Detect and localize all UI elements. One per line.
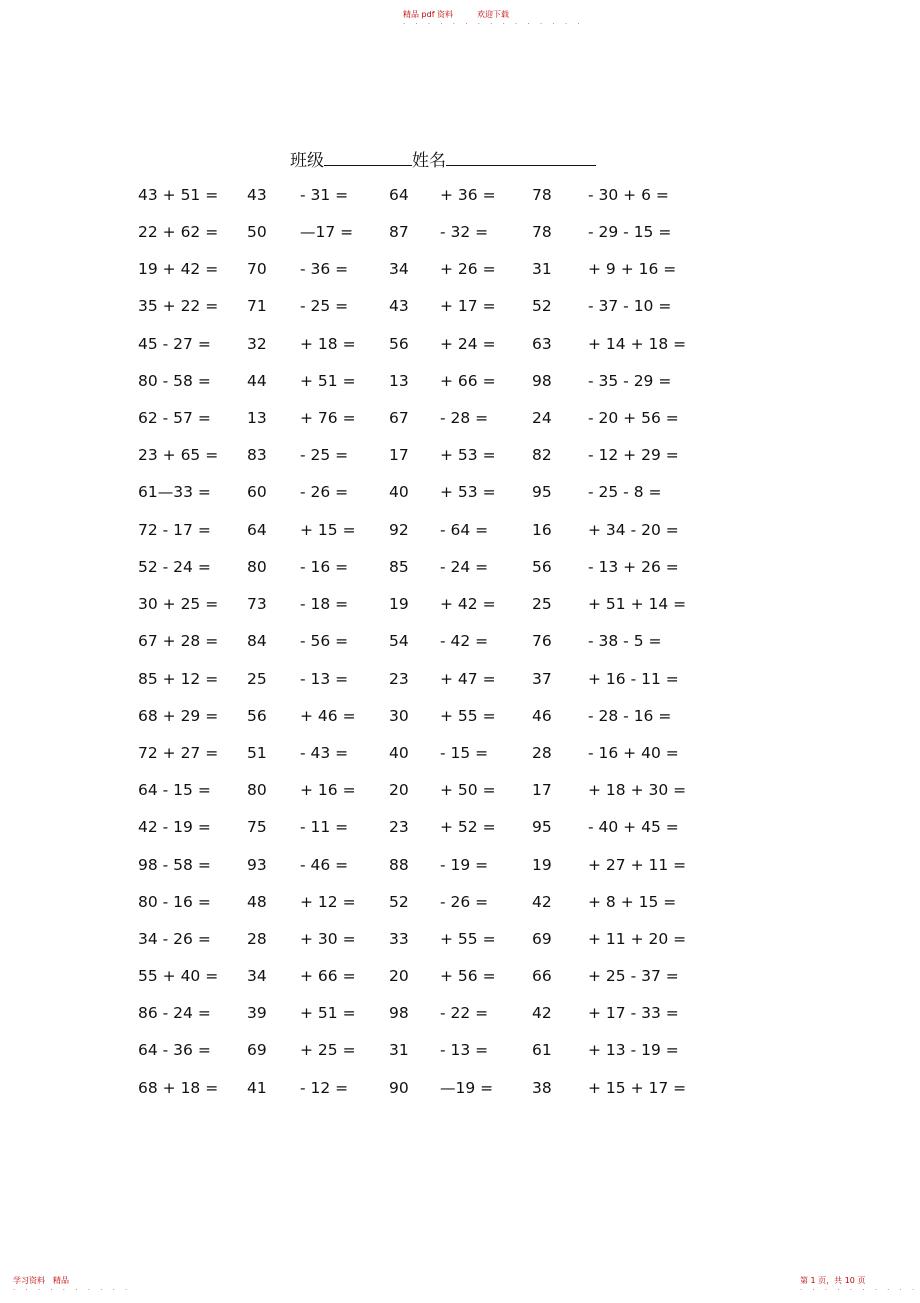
expression-b: —17 = <box>300 223 354 241</box>
expression-a: 42 - 19 = <box>138 818 211 836</box>
expression-c: —19 = <box>440 1079 494 1097</box>
expression-c: + 24 = <box>440 335 496 353</box>
answer-start-c: 67 <box>389 409 409 427</box>
expression-a: 34 - 26 = <box>138 930 211 948</box>
expression-d: + 27 + 11 = <box>588 856 687 874</box>
answer-start-b: 93 <box>247 856 267 874</box>
expression-d: + 13 - 19 = <box>588 1041 679 1059</box>
expression-c: + 42 = <box>440 595 496 613</box>
expression-b: + 16 = <box>300 781 356 799</box>
answer-start-b: 50 <box>247 223 267 241</box>
answer-start-c: 92 <box>389 521 409 539</box>
answer-start-d: 63 <box>532 335 552 353</box>
answer-start-b: 64 <box>247 521 267 539</box>
answer-start-b: 34 <box>247 967 267 985</box>
answer-start-c: 20 <box>389 781 409 799</box>
expression-c: + 53 = <box>440 446 496 464</box>
answer-start-d: 28 <box>532 744 552 762</box>
answer-start-c: 17 <box>389 446 409 464</box>
expression-a: 80 - 58 = <box>138 372 211 390</box>
answer-start-d: 38 <box>532 1079 552 1097</box>
expression-b: - 25 = <box>300 297 349 315</box>
expression-c: + 26 = <box>440 260 496 278</box>
answer-start-c: 23 <box>389 670 409 688</box>
answer-start-d: 95 <box>532 818 552 836</box>
answer-start-c: 90 <box>389 1079 409 1097</box>
expression-d: - 16 + 40 = <box>588 744 679 762</box>
answer-start-d: 42 <box>532 1004 552 1022</box>
expression-b: - 12 = <box>300 1079 349 1097</box>
expression-c: + 55 = <box>440 930 496 948</box>
expression-c: + 56 = <box>440 967 496 985</box>
expression-b: + 25 = <box>300 1041 356 1059</box>
answer-start-d: 56 <box>532 558 552 576</box>
answer-start-c: 40 <box>389 744 409 762</box>
answer-start-b: 39 <box>247 1004 267 1022</box>
expression-d: - 29 - 15 = <box>588 223 672 241</box>
answer-start-d: 76 <box>532 632 552 650</box>
answer-start-c: 87 <box>389 223 409 241</box>
answer-start-d: 78 <box>532 186 552 204</box>
answer-start-b: 13 <box>247 409 267 427</box>
answer-start-c: 43 <box>389 297 409 315</box>
expression-b: + 30 = <box>300 930 356 948</box>
expression-d: + 18 + 30 = <box>588 781 687 799</box>
expression-d: - 38 - 5 = <box>588 632 662 650</box>
expression-c: - 28 = <box>440 409 489 427</box>
expression-a: 23 + 65 = <box>138 446 219 464</box>
expression-b: + 51 = <box>300 1004 356 1022</box>
expression-b: + 15 = <box>300 521 356 539</box>
expression-b: + 51 = <box>300 372 356 390</box>
expression-a: 45 - 27 = <box>138 335 211 353</box>
expression-b: + 12 = <box>300 893 356 911</box>
header-right-text: 欢迎下载 <box>477 10 509 19</box>
expression-a: 64 - 15 = <box>138 781 211 799</box>
answer-start-c: 30 <box>389 707 409 725</box>
expression-d: + 14 + 18 = <box>588 335 687 353</box>
expression-c: + 47 = <box>440 670 496 688</box>
expression-d: - 30 + 6 = <box>588 186 669 204</box>
name-label: 姓名 <box>412 151 446 171</box>
answer-start-b: 73 <box>247 595 267 613</box>
expression-a: 67 + 28 = <box>138 632 219 650</box>
answer-start-d: 16 <box>532 521 552 539</box>
answer-start-b: 71 <box>247 297 267 315</box>
answer-start-d: 46 <box>532 707 552 725</box>
expression-b: - 43 = <box>300 744 349 762</box>
answer-start-d: 69 <box>532 930 552 948</box>
expression-c: + 55 = <box>440 707 496 725</box>
expression-b: - 56 = <box>300 632 349 650</box>
answer-start-c: 20 <box>389 967 409 985</box>
expression-d: - 12 + 29 = <box>588 446 679 464</box>
footer-page-number: 第 1 页，共 10 页 <box>800 1276 866 1285</box>
expression-d: + 25 - 37 = <box>588 967 679 985</box>
answer-start-b: 83 <box>247 446 267 464</box>
header-left-text: 精品 pdf 资料 <box>403 10 454 19</box>
answer-start-b: 28 <box>247 930 267 948</box>
answer-start-c: 85 <box>389 558 409 576</box>
answer-start-c: 56 <box>389 335 409 353</box>
expression-d: + 8 + 15 = <box>588 893 677 911</box>
expression-d: - 37 - 10 = <box>588 297 672 315</box>
answer-start-b: 44 <box>247 372 267 390</box>
answer-start-d: 31 <box>532 260 552 278</box>
expression-a: 86 - 24 = <box>138 1004 211 1022</box>
header-dots: · · · · · · · · · · · · · · · <box>403 20 584 28</box>
expression-a: 80 - 16 = <box>138 893 211 911</box>
expression-c: - 26 = <box>440 893 489 911</box>
expression-d: + 51 + 14 = <box>588 595 687 613</box>
answer-start-c: 52 <box>389 893 409 911</box>
expression-a: 30 + 25 = <box>138 595 219 613</box>
expression-d: + 9 + 16 = <box>588 260 677 278</box>
answer-start-b: 80 <box>247 558 267 576</box>
expression-c: - 42 = <box>440 632 489 650</box>
expression-d: - 20 + 56 = <box>588 409 679 427</box>
expression-a: 62 - 57 = <box>138 409 211 427</box>
expression-b: + 46 = <box>300 707 356 725</box>
expression-c: + 52 = <box>440 818 496 836</box>
answer-start-b: 32 <box>247 335 267 353</box>
answer-start-b: 41 <box>247 1079 267 1097</box>
class-label: 班级 <box>290 151 324 171</box>
expression-d: + 34 - 20 = <box>588 521 679 539</box>
expression-d: - 35 - 29 = <box>588 372 672 390</box>
answer-start-b: 25 <box>247 670 267 688</box>
expression-a: 55 + 40 = <box>138 967 219 985</box>
expression-b: - 16 = <box>300 558 349 576</box>
answer-start-b: 43 <box>247 186 267 204</box>
footer-right-dots: · · · · · · · · · · <box>800 1286 919 1294</box>
expression-d: + 11 + 20 = <box>588 930 687 948</box>
expression-a: 64 - 36 = <box>138 1041 211 1059</box>
expression-b: - 26 = <box>300 483 349 501</box>
expression-c: - 32 = <box>440 223 489 241</box>
answer-start-c: 40 <box>389 483 409 501</box>
expression-a: 22 + 62 = <box>138 223 219 241</box>
expression-b: - 46 = <box>300 856 349 874</box>
expression-a: 35 + 22 = <box>138 297 219 315</box>
expression-a: 72 - 17 = <box>138 521 211 539</box>
answer-start-d: 52 <box>532 297 552 315</box>
answer-start-c: 13 <box>389 372 409 390</box>
expression-b: - 18 = <box>300 595 349 613</box>
expression-a: 98 - 58 = <box>138 856 211 874</box>
answer-start-c: 31 <box>389 1041 409 1059</box>
expression-a: 19 + 42 = <box>138 260 219 278</box>
answer-start-b: 51 <box>247 744 267 762</box>
answer-start-b: 84 <box>247 632 267 650</box>
answer-start-d: 17 <box>532 781 552 799</box>
answer-start-c: 33 <box>389 930 409 948</box>
answer-start-c: 98 <box>389 1004 409 1022</box>
answer-start-c: 88 <box>389 856 409 874</box>
answer-start-b: 70 <box>247 260 267 278</box>
expression-a: 72 + 27 = <box>138 744 219 762</box>
expression-c: + 36 = <box>440 186 496 204</box>
expression-d: - 13 + 26 = <box>588 558 679 576</box>
answer-start-b: 56 <box>247 707 267 725</box>
expression-a: 43 + 51 = <box>138 186 219 204</box>
expression-a: 85 + 12 = <box>138 670 219 688</box>
answer-start-d: 25 <box>532 595 552 613</box>
expression-b: - 11 = <box>300 818 349 836</box>
worksheet-title <box>290 146 596 171</box>
expression-c: - 64 = <box>440 521 489 539</box>
expression-c: + 66 = <box>440 372 496 390</box>
expression-c: - 24 = <box>440 558 489 576</box>
answer-start-c: 19 <box>389 595 409 613</box>
expression-a: 68 + 18 = <box>138 1079 219 1097</box>
answer-start-d: 42 <box>532 893 552 911</box>
answer-start-d: 66 <box>532 967 552 985</box>
answer-start-d: 61 <box>532 1041 552 1059</box>
expression-d: - 25 - 8 = <box>588 483 662 501</box>
expression-c: - 13 = <box>440 1041 489 1059</box>
expression-b: + 18 = <box>300 335 356 353</box>
expression-c: + 53 = <box>440 483 496 501</box>
expression-b: - 31 = <box>300 186 349 204</box>
answer-start-d: 19 <box>532 856 552 874</box>
answer-start-c: 23 <box>389 818 409 836</box>
expression-a: 61—33 = <box>138 483 211 501</box>
expression-c: - 15 = <box>440 744 489 762</box>
expression-d: + 15 + 17 = <box>588 1079 687 1097</box>
answer-start-d: 98 <box>532 372 552 390</box>
expression-c: - 19 = <box>440 856 489 874</box>
expression-a: 52 - 24 = <box>138 558 211 576</box>
answer-start-b: 48 <box>247 893 267 911</box>
answer-start-b: 75 <box>247 818 267 836</box>
expression-d: - 28 - 16 = <box>588 707 672 725</box>
expression-d: + 17 - 33 = <box>588 1004 679 1022</box>
expression-b: + 66 = <box>300 967 356 985</box>
expression-b: - 36 = <box>300 260 349 278</box>
expression-c: - 22 = <box>440 1004 489 1022</box>
expression-d: - 40 + 45 = <box>588 818 679 836</box>
answer-start-c: 54 <box>389 632 409 650</box>
expression-c: + 50 = <box>440 781 496 799</box>
answer-start-c: 34 <box>389 260 409 278</box>
answer-start-d: 78 <box>532 223 552 241</box>
expression-b: + 76 = <box>300 409 356 427</box>
answer-start-b: 80 <box>247 781 267 799</box>
expression-a: 68 + 29 = <box>138 707 219 725</box>
name-blank <box>446 147 596 166</box>
answer-start-d: 24 <box>532 409 552 427</box>
expression-c: + 17 = <box>440 297 496 315</box>
class-blank <box>324 147 412 166</box>
expression-b: - 25 = <box>300 446 349 464</box>
footer-left-dots: · · · · · · · · · · <box>13 1286 132 1294</box>
answer-start-d: 37 <box>532 670 552 688</box>
answer-start-d: 82 <box>532 446 552 464</box>
expression-b: - 13 = <box>300 670 349 688</box>
footer-left-text: 学习资料 精品 <box>13 1276 69 1285</box>
answer-start-b: 60 <box>247 483 267 501</box>
answer-start-c: 64 <box>389 186 409 204</box>
answer-start-b: 69 <box>247 1041 267 1059</box>
answer-start-d: 95 <box>532 483 552 501</box>
expression-d: + 16 - 11 = <box>588 670 679 688</box>
